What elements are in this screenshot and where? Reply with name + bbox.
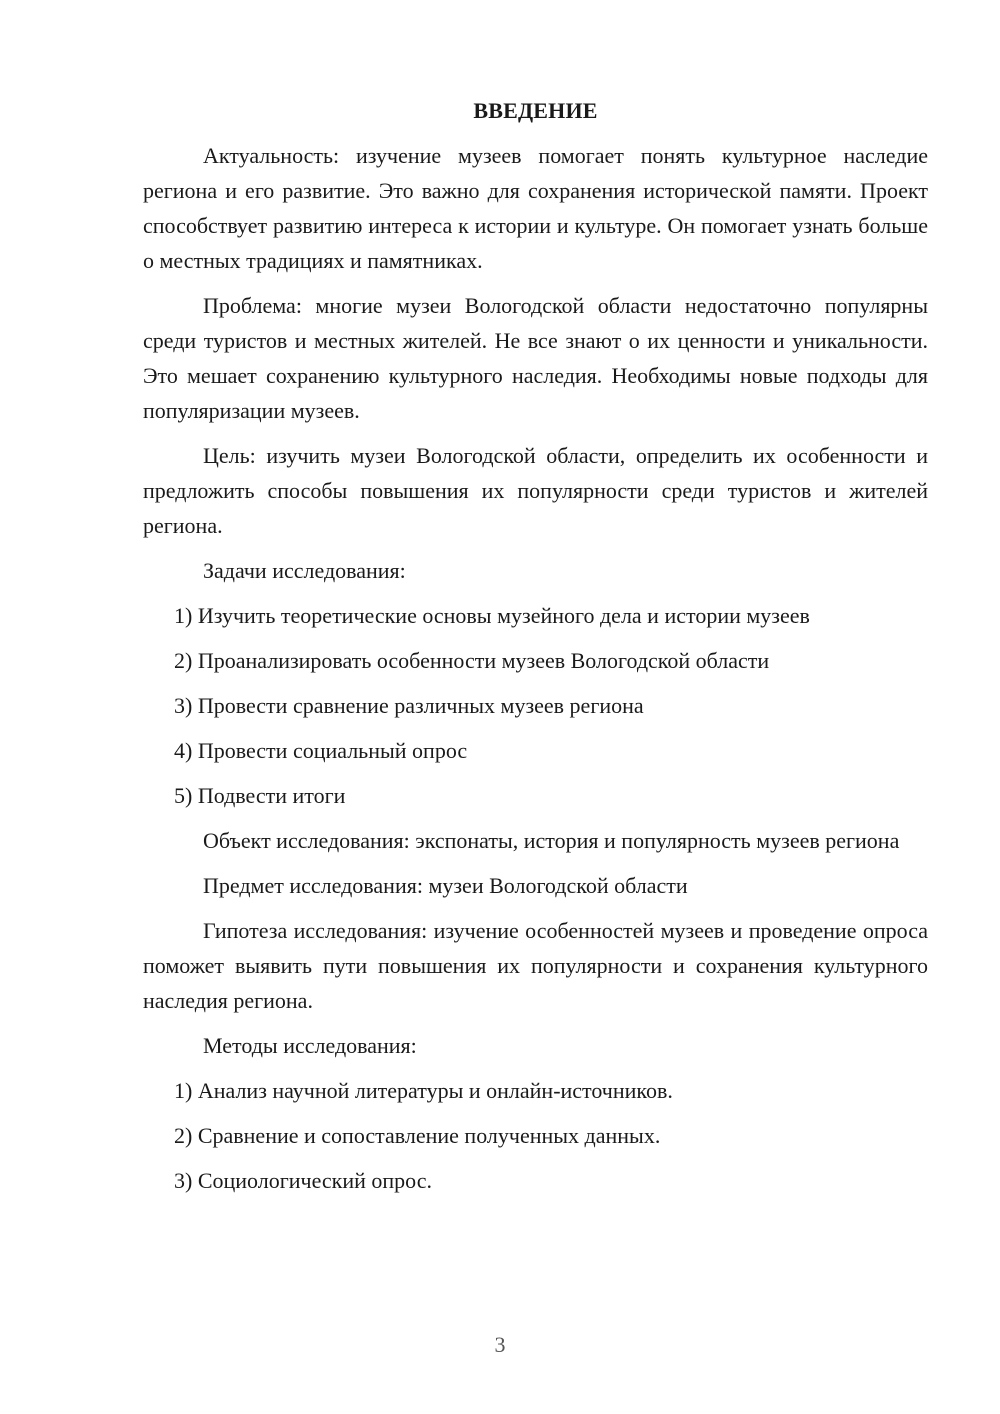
relevance-paragraph: Актуальность: изучение музеев помогает понять культурное наследие региона и его развитие. Это важно для сохранения исторической памяти. Проект способствует развитию интереса к истории и культуре. Он помогает узнать больше о местных традициях и памятниках. <box>143 143 928 273</box>
tasks-list <box>143 598 928 813</box>
object-paragraph: Объект исследования: экспонаты, история и популярность музеев региона <box>203 828 900 853</box>
subject-paragraph: Предмет исследования: музеи Вологодской области <box>203 873 688 898</box>
page-number: 3 <box>494 1332 506 1357</box>
document-page <box>143 96 928 1208</box>
methods-heading: Методы исследования: <box>203 1033 417 1058</box>
list-item: 3) Социологический опрос. <box>174 1168 432 1193</box>
list-item: 5) Подвести итоги <box>174 783 346 808</box>
section-heading: ВВЕДЕНИЕ <box>473 98 598 123</box>
list-item: 2) Проанализировать особенности музеев Вологодской области <box>174 648 770 673</box>
problem-paragraph: Проблема: многие музеи Вологодской области недостаточно популярны среди туристов и местных жителей. Не все знают о их ценности и уникальности. Это мешает сохранению культурного наследия. Необходимы новые подходы для популяризации музеев. <box>143 293 928 423</box>
goal-paragraph: Цель: изучить музеи Вологодской области, определить их особенности и предложить способы повышения их популярности среди туристов и жителей региона. <box>143 443 928 538</box>
tasks-heading: Задачи исследования: <box>203 558 406 583</box>
hypothesis-paragraph: Гипотеза исследования: изучение особенностей музеев и проведение опроса поможет выявить пути повышения их популярности и сохранения культурного наследия региона. <box>143 918 928 1013</box>
list-item: 3) Провести сравнение различных музеев региона <box>174 693 644 718</box>
list-item: 4) Провести социальный опрос <box>174 738 468 763</box>
methods-list <box>143 1073 928 1198</box>
list-item: 1) Изучить теоретические основы музейного дела и истории музеев <box>174 603 810 628</box>
list-item: 2) Сравнение и сопоставление полученных данных. <box>174 1123 661 1148</box>
list-item: 1) Анализ научной литературы и онлайн-источников. <box>174 1078 673 1103</box>
